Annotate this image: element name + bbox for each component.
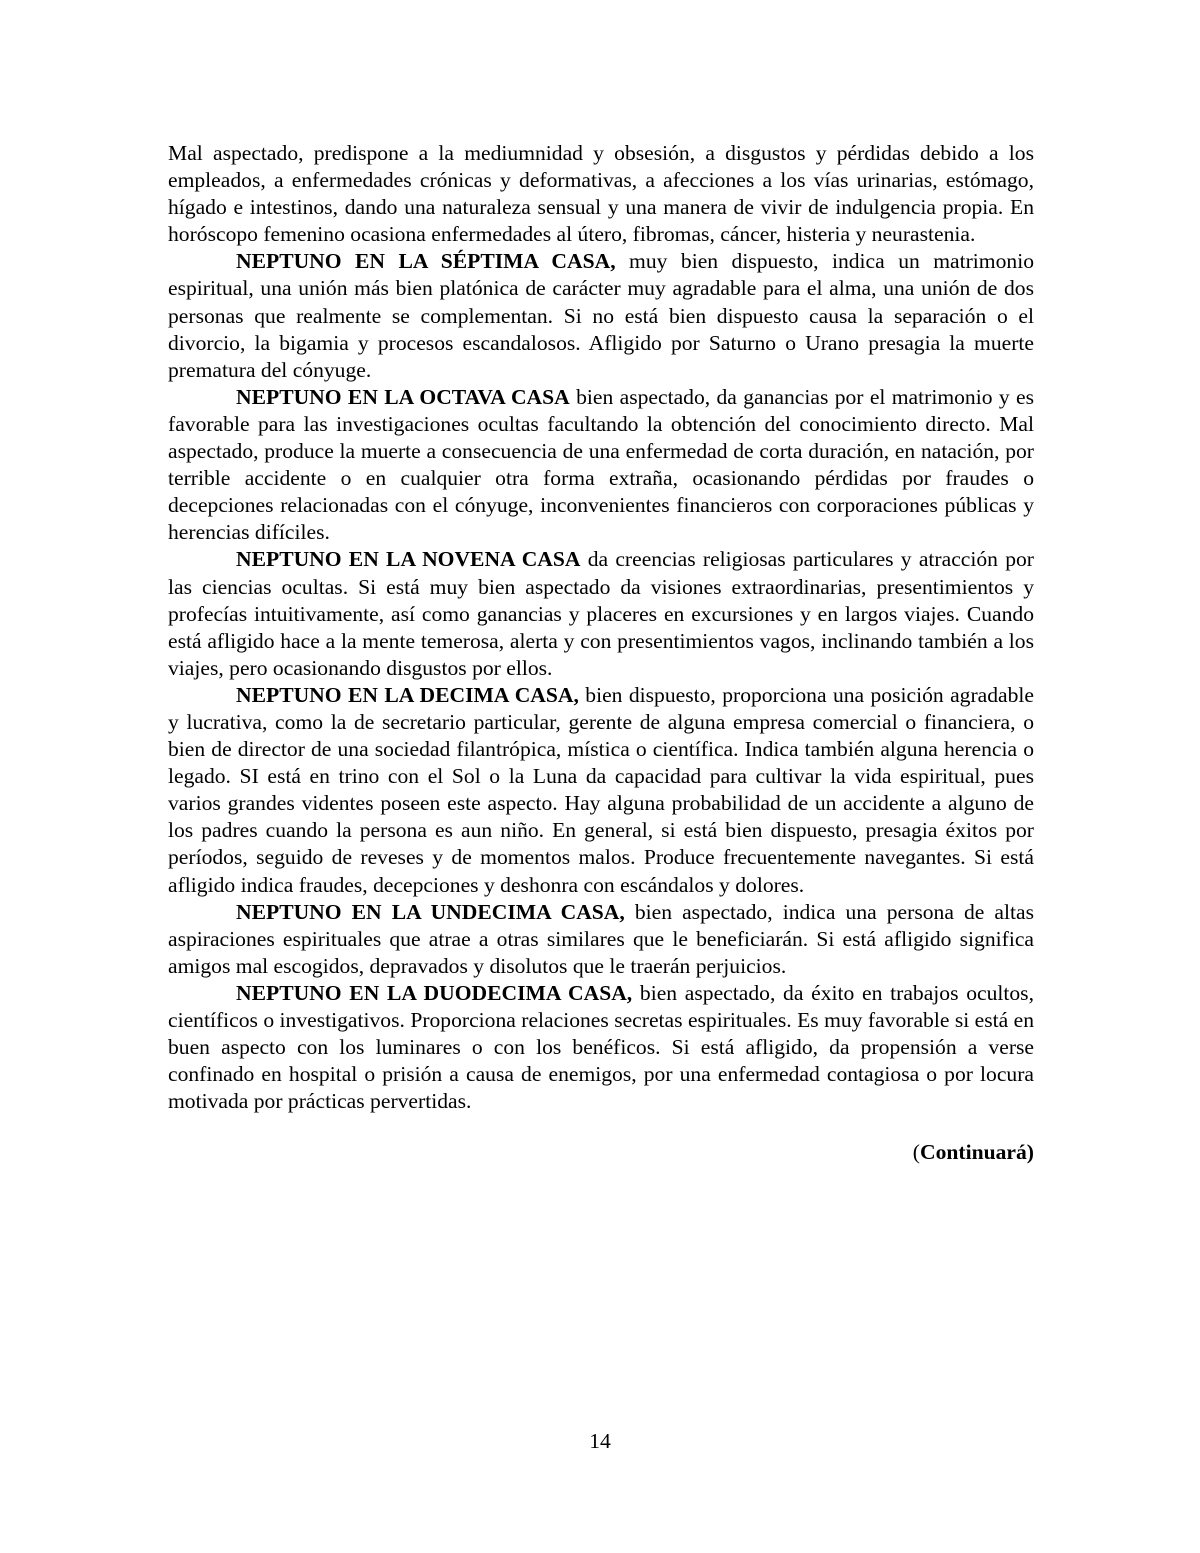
paragraph-text: bien aspectado, indica una persona de altas aspiraciones espirituales que atrae a otras similares que le beneficiarán. Si está afligido significa amigos mal escogidos, depravados y disolutos que le traerán perjuicios. xyxy=(168,899,1034,978)
section-heading: NEPTUNO EN LA UNDECIMA CASA, xyxy=(236,899,625,924)
section-heading: NEPTUNO EN LA NOVENA CASA xyxy=(236,547,581,572)
paragraph-text: bien aspectado, da ganancias por el matrimonio y es favorable para las investigaciones ocultas facultando la obtención del conocimiento directo. Mal aspectado, produce la muerte a consecuencia de una enfermedad de corta duración, en natación, por terrible accidente o en cualquier otra forma extraña, ocasionando pérdidas por fraudes o decepciones relacionadas con el cónyuge, inconvenientes financieros con corporaciones públicas y herencias difíciles. xyxy=(168,384,1034,545)
paragraph-text: muy bien dispuesto, indica un matrimonio espiritual, una unión más bien platónica de carácter muy agradable para el alma, una unión de dos personas que realmente se complementan. Si no está bien dispuesto causa la separación o el divorcio, la bigamia y procesos escandalosos. Afligido por Saturno o Urano presagia la muerte prematura del cónyuge. xyxy=(168,249,1034,382)
paragraph-text: bien aspectado, da éxito en trabajos ocultos, científicos o investigativos. Proporciona relaciones secretas espirituales. Es muy favorable si está en buen aspecto con los luminares o con los benéficos. Si está afligido, da propensión a verse confinado en hospital o prisión a causa de enemigos, por una enfermedad contagiosa o por locura motivada por prácticas pervertidas. xyxy=(168,980,1034,1114)
section-heading: NEPTUNO EN LA OCTAVA CASA xyxy=(236,384,570,409)
page-number: 14 xyxy=(589,1429,611,1453)
paragraph-eleventh-house xyxy=(168,899,1034,980)
paragraph-text: da creencias religiosas particulares y atracción por las ciencias ocultas. Si está muy bien aspectado da visiones extraordinarias, presentimientos y profecías intuitivamente, así como ganancias y placeres en excursiones y en largos viajes. Cuando está afligido hace a la mente temerosa, alerta y con presentimientos vagos, inclinando también a los viajes, pero ocasionando disgustos por ellos. xyxy=(168,547,1034,680)
continued-close-paren: ) xyxy=(1026,1140,1034,1165)
paragraph-tenth-house xyxy=(168,682,1034,899)
paragraph-twelfth-house xyxy=(168,980,1034,1115)
paragraph-ninth-house xyxy=(168,546,1034,681)
paragraph-eighth-house xyxy=(168,384,1034,547)
section-heading: NEPTUNO EN LA SÉPTIMA CASA, xyxy=(236,249,616,274)
continued-word: Continuará xyxy=(920,1140,1027,1165)
paragraph-text: Mal aspectado, predispone a la mediumnidad y obsesión, a disgustos y pérdidas debido a los empleados, a enfermedades crónicas y deformativas, a afecciones a los vías urinarias, estómago, hígado e intestinos, dando una naturaleza sensual y una manera de vivir de indulgencia propia. En horóscopo femenino ocasiona enfermedades al útero, fibromas, cáncer, histeria y neurastenia. xyxy=(168,141,1034,247)
section-heading: NEPTUNO EN LA DUODECIMA CASA, xyxy=(236,980,633,1005)
paragraph-seventh-house xyxy=(168,248,1034,383)
page-body xyxy=(168,140,1034,1166)
section-heading: NEPTUNO EN LA DECIMA CASA, xyxy=(236,682,579,707)
paragraph-text: bien dispuesto, proporciona una posición agradable y lucrativa, como la de secretario particular, gerente de alguna empresa comercial o financiera, o bien de director de una sociedad filantrópica, mística o científica. Indica también alguna herencia o legado. SI está en trino con el Sol o la Luna da capacidad para cultivar la vida espiritual, pues varios grandes videntes poseen este aspecto. Hay alguna probabilidad de un accidente a alguno de los padres cuando la persona es aun niño. En general, si está bien dispuesto, presagia éxitos por períodos, seguido de reveses y de momentos malos. Produce frecuentemente navegantes. Si está afligido indica fraudes, decepciones y deshonra con escándalos y dolores. xyxy=(168,682,1034,897)
continued-marker xyxy=(168,1139,1034,1166)
continued-open-paren: ( xyxy=(912,1140,920,1165)
paragraph-continuation xyxy=(168,140,1034,248)
